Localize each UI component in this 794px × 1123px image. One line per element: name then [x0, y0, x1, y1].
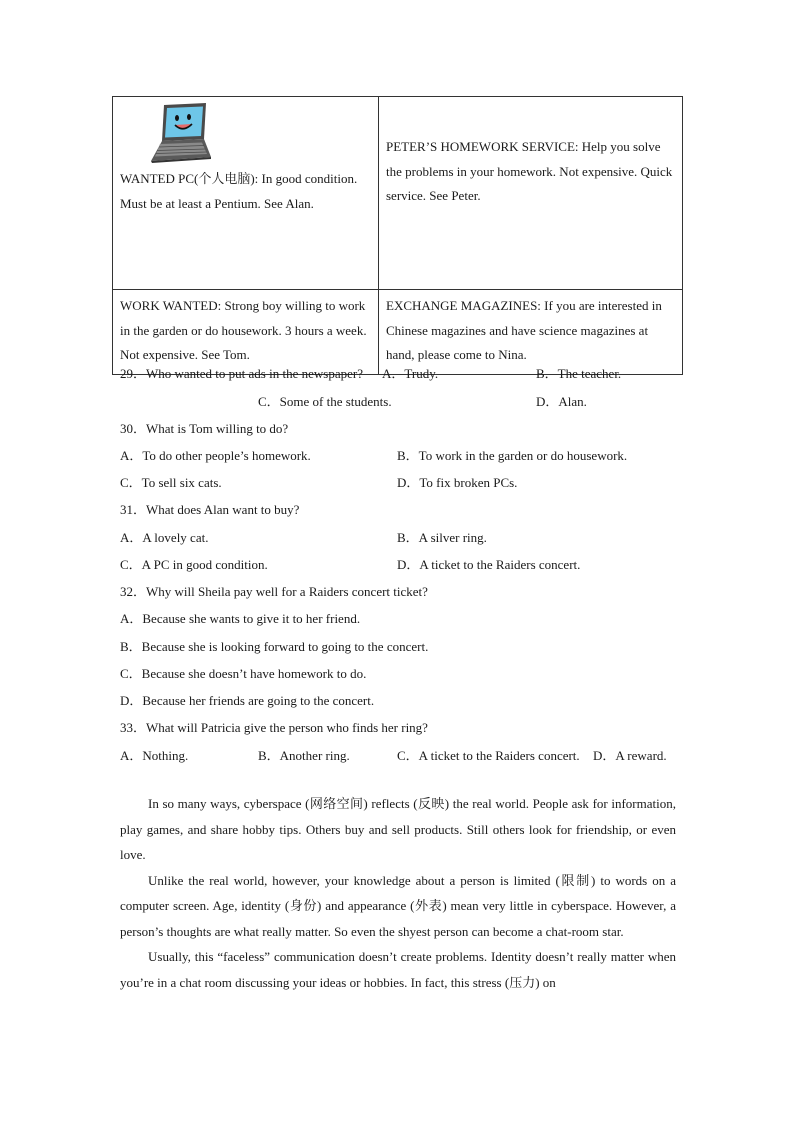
- question-32-option-a[interactable]: A．Because she wants to give it to her friend.: [120, 611, 361, 626]
- ad-pc-wanted-text: WANTED PC(个人电脑): In good condition. Must be at least a Pentium. See Alan.: [120, 171, 358, 211]
- ad-homework-service-text: PETER’S HOMEWORK SERVICE: Help you solve the problems in your homework. Not expensive. Quick service. See Peter.: [386, 139, 673, 203]
- ad-pc-wanted: [113, 97, 379, 290]
- ad-homework-service: [379, 97, 683, 290]
- question-32-option-b[interactable]: B．Because she is looking forward to going to the concert.: [120, 639, 429, 654]
- question-30-option-c[interactable]: C．To sell six cats.: [120, 475, 222, 490]
- question-33-stem: 33．What will Patricia give the person who finds her ring?: [120, 720, 428, 735]
- question-30-option-a[interactable]: A．To do other people’s homework.: [120, 448, 311, 463]
- question-30-option-d[interactable]: D．To fix broken PCs.: [397, 475, 518, 490]
- ad-work-wanted: [113, 290, 379, 375]
- reading-passage: [120, 791, 676, 995]
- question-29-option-c[interactable]: C．Some of the students.: [258, 394, 392, 409]
- passage-paragraph-2: Unlike the real world, however, your knowledge about a person is limited (限制) to words on a computer screen. Age, identity (身份) and appearance (外表) mean very little in cyberspace. However, a person’s thoughts are what really matter. So even the shyest person can become a chat-room star.: [120, 872, 676, 939]
- question-29-option-a[interactable]: A．Trudy.: [382, 366, 439, 381]
- question-33-option-c[interactable]: C．A ticket to the Raiders concert.: [397, 748, 580, 763]
- ad-work-wanted-text: WORK WANTED: Strong boy willing to work in the garden or do housework. 3 hours a week. Not expensive. See Tom.: [120, 298, 367, 362]
- question-31-option-b[interactable]: B．A silver ring.: [397, 530, 487, 545]
- question-32-option-c[interactable]: C．Because she doesn’t have homework to do.: [120, 666, 367, 681]
- question-33-option-b[interactable]: B．Another ring.: [258, 748, 350, 763]
- question-31-option-d[interactable]: D．A ticket to the Raiders concert.: [397, 557, 581, 572]
- ads-table: [112, 96, 683, 375]
- question-31-option-c[interactable]: C．A PC in good condition.: [120, 557, 268, 572]
- question-30-option-b[interactable]: B．To work in the garden or do housework.: [397, 448, 628, 463]
- question-31-stem: 31．What does Alan want to buy?: [120, 502, 300, 517]
- laptop-icon: [148, 101, 212, 165]
- question-31-option-a[interactable]: A．A lovely cat.: [120, 530, 209, 545]
- question-33-option-d[interactable]: D．A reward.: [593, 748, 667, 763]
- ad-exchange-magazines: [379, 290, 683, 375]
- passage-paragraph-1: In so many ways, cyberspace (网络空间) reflects (反映) the real world. People ask for information, play games, and share hobby tips. Others buy and sell products. Still others look for friendship, or even love.: [120, 796, 676, 862]
- question-29-option-b[interactable]: B．The teacher.: [536, 366, 622, 381]
- question-32-option-d[interactable]: D．Because her friends are going to the concert.: [120, 693, 375, 708]
- question-29-option-d[interactable]: D．Alan.: [536, 394, 587, 409]
- question-29-stem: 29．Who wanted to put ads in the newspaper?: [120, 366, 363, 381]
- question-32-stem: 32．Why will Sheila pay well for a Raiders concert ticket?: [120, 584, 428, 599]
- question-30-stem: 30．What is Tom willing to do?: [120, 421, 289, 436]
- passage-paragraph-3: Usually, this “faceless” communication doesn’t create problems. Identity doesn’t really matter when you’re in a chat room discussing your ideas or hobbies. In fact, this stress (压力) on: [120, 949, 676, 990]
- question-33-option-a[interactable]: A．Nothing.: [120, 748, 189, 763]
- ad-exchange-magazines-text: EXCHANGE MAGAZINES: If you are interested in Chinese magazines and have science magazines at hand, please come to Nina.: [386, 298, 662, 362]
